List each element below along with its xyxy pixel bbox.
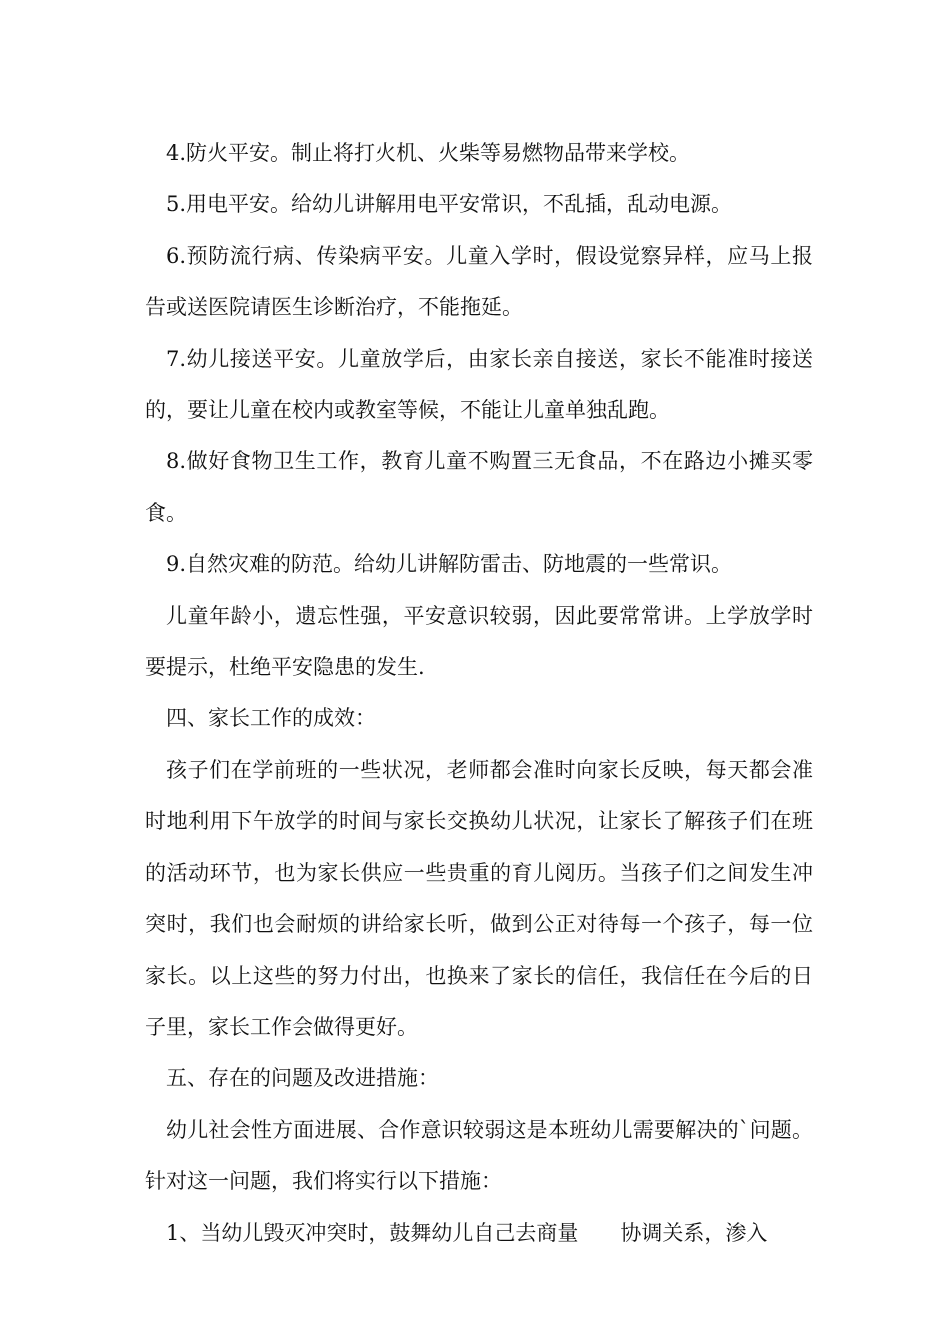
section-heading-problems: 五、存在的问题及改进措施： bbox=[166, 1066, 439, 1091]
paragraph-electric-safety: 5.用电平安。给幼儿讲解用电平安常识，不乱插，乱动电源。 bbox=[166, 192, 733, 217]
paragraph-food-hygiene: 8.做好食物卫生工作，教育儿童不购置三无食品，不在路边小摊买零食。 bbox=[145, 449, 813, 525]
section-heading-parent-work: 四、家长工作的成效： bbox=[166, 706, 376, 731]
paragraph-fire-safety: 4.防火平安。制止将打火机、火柴等易燃物品带来学校。 bbox=[166, 141, 691, 165]
paragraph-parent-communication: 孩子们在学前班的一些状况，老师都会准时向家长反映，每天都会准时地利用下午放学的时间与家长交换幼儿状况，让家长了解孩子们在班的活动环节，也为家长供应一些贵重的育儿阅历。当孩子们之间发生冲突时，我们也会耐烦的讲给家长听，做到公正对待每一个孩子，每一位家长。以上这些的努力付出，也换来了家长的信任，我信任在今后的日子里，家长工作会做得更好。 bbox=[145, 757, 813, 1039]
paragraph-pickup-safety: 7.幼儿接送平安。儿童放学后，由家长亲自接送，家长不能准时接送的，要让儿童在校内或教室等候，不能让儿童单独乱跑。 bbox=[145, 346, 813, 423]
document-body bbox=[145, 128, 813, 1259]
paragraph-measure-one: 1、当幼儿毁灭冲突时，鼓舞幼儿自己去商量 协调关系，渗入 bbox=[166, 1220, 768, 1245]
paragraph-safety-awareness: 儿童年龄小，遗忘性强，平安意识较弱，因此要常常讲。上学放学时要提示，杜绝平安隐患的发生. bbox=[145, 603, 813, 680]
paragraph-disaster-prevention: 9.自然灾难的防范。给幼儿讲解防雷击、防地震的一些常识。 bbox=[166, 552, 733, 577]
paragraph-social-development: 幼儿社会性方面进展、合作意识较弱这是本班幼儿需要解决的`问题。针对这一问题，我们将实行以下措施： bbox=[145, 1117, 813, 1194]
paragraph-disease-prevention: 6.预防流行病、传染病平安。儿童入学时，假设觉察异样，应马上报告或送医院请医生诊断治疗，不能拖延。 bbox=[145, 243, 813, 320]
